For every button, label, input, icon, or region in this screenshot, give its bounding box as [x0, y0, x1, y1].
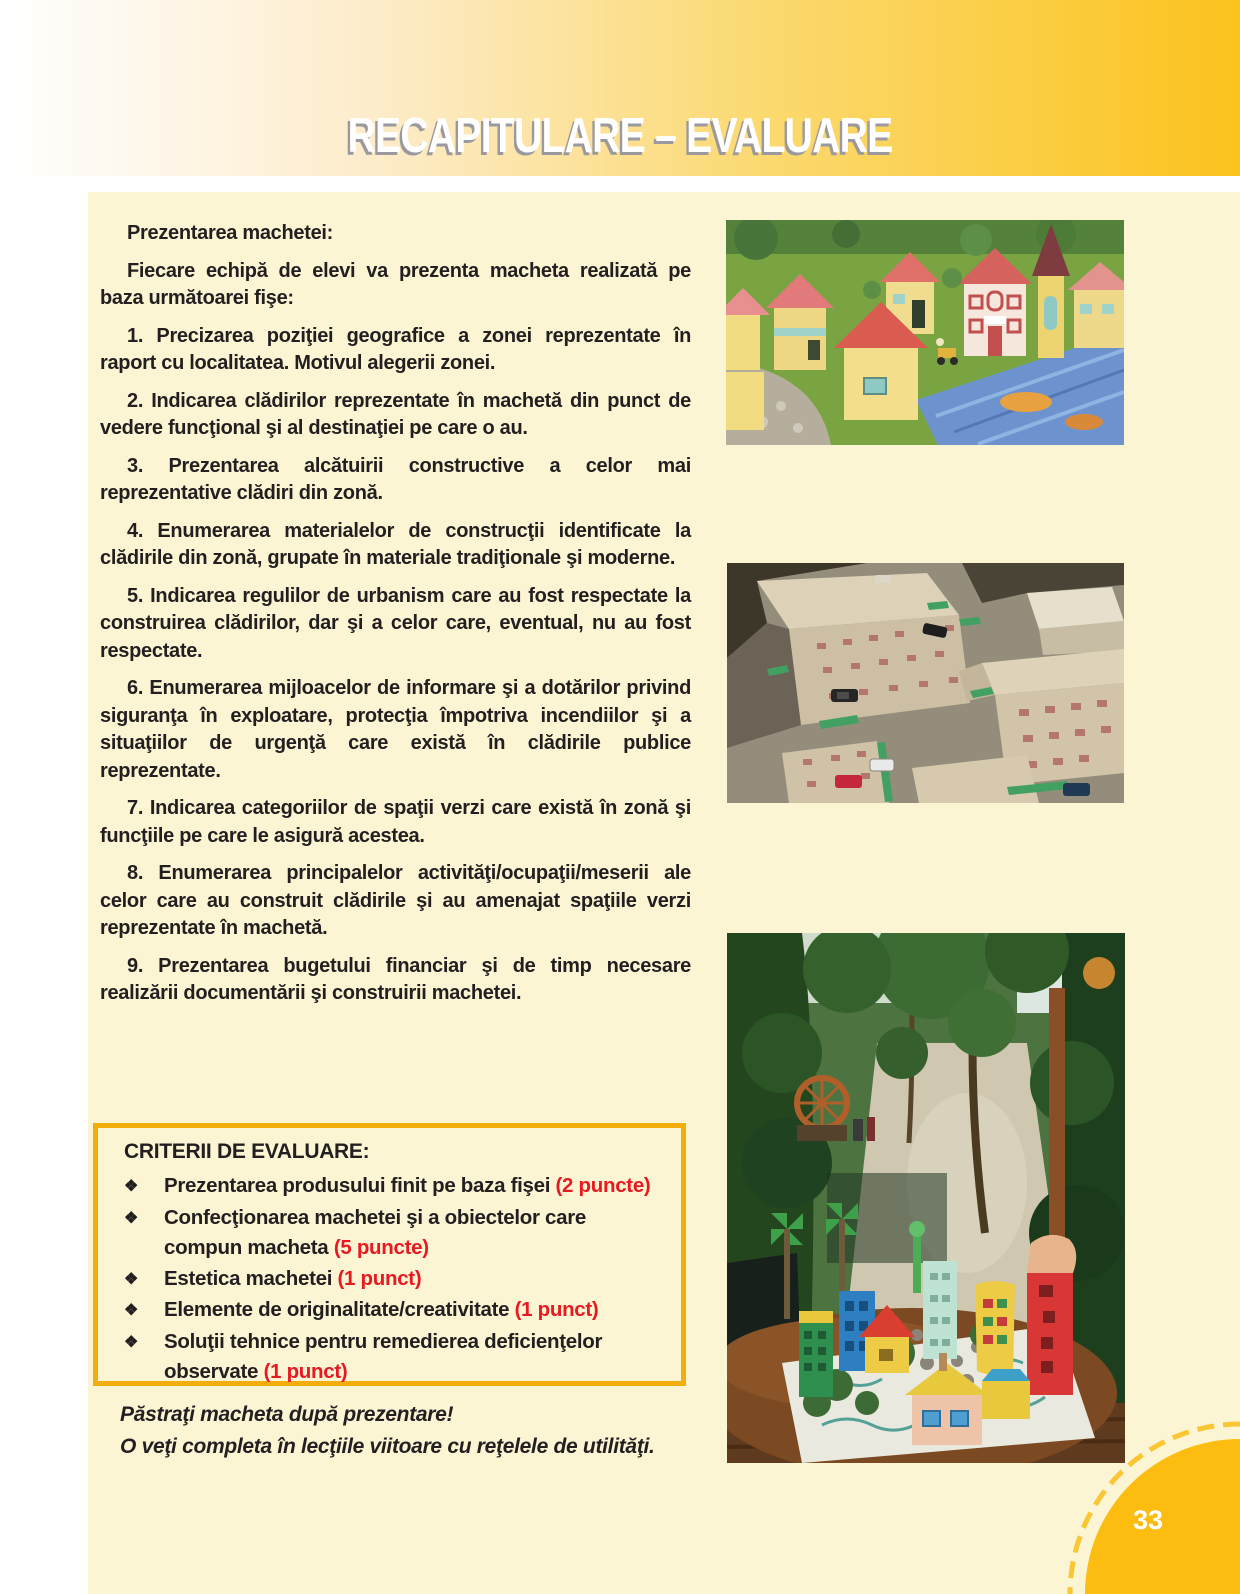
criteria-item [124, 1171, 665, 1203]
diamond-bullet-icon: ❖ [124, 1333, 139, 1351]
lesson-text-column [100, 220, 691, 1018]
criteria-text: Soluţii tehnice pentru remedierea deficienţelor observate [164, 1329, 603, 1383]
list-item: 2. Indicarea clădirilor reprezentate în machetă din punct de vedere funcţional şi al destinaţiei pe care o au. [100, 389, 691, 439]
diamond-bullet-icon: ❖ [124, 1209, 139, 1227]
criteria-item [124, 1295, 665, 1327]
criteria-text: Confecţionarea machetei şi a obiectelor care compun macheta [164, 1205, 587, 1259]
list-item: 9. Prezentarea bugetului financiar şi de timp necesare realizării documentării şi construirii machetei. [100, 954, 691, 1004]
criteria-item [124, 1203, 665, 1264]
list-item: 3. Prezentarea alcătuirii constructive a celor mai reprezentative clădiri din zonă. [100, 454, 691, 504]
list-item: 5. Indicarea regulilor de urbanism care au fost respectate la construirea clădirilor, dar şi a celor care, eventual, nu au fost respectate. [100, 584, 691, 662]
footer-note-line2: O veţi completa în lecţiile viitoare cu reţelele de utilităţi. [120, 1435, 655, 1458]
list-item: 4. Enumerarea materialelor de construcţii identificate la clădirile din zonă, grupate în materiale tradiţionale şi moderne. [100, 519, 691, 569]
criteria-list [124, 1171, 665, 1388]
criteria-points: (1 punct) [514, 1298, 599, 1321]
criteria-item [124, 1327, 665, 1388]
criteria-item [124, 1264, 665, 1296]
diamond-bullet-icon: ❖ [124, 1178, 139, 1195]
criteria-text: Prezentarea produsului finit pe baza fişei [164, 1174, 551, 1197]
diamond-bullet-icon: ❖ [124, 1270, 139, 1288]
footer-note-line1: Păstraţi macheta după prezentare! [120, 1403, 454, 1426]
footer-note [120, 1399, 700, 1463]
page-number: 33 [1132, 1505, 1163, 1535]
criteria-points: (5 puncte) [333, 1236, 429, 1259]
intro-paragraph: Fiecare echipă de elevi va prezenta macheta realizată pe baza următoarei fişe: [100, 259, 691, 309]
evaluation-criteria-box [93, 1123, 686, 1386]
list-item: 1. Precizarea poziţiei geografice a zonei reprezentate în raport cu localitatea. Motivul alegerii zonei. [100, 324, 691, 374]
title-banner [0, 0, 1240, 176]
section-heading: Prezentarea machetei: [127, 222, 334, 244]
page-title: RECAPITULARE – EVALUARE [347, 109, 893, 163]
cardboard-city-blocks-model-photo [727, 563, 1124, 803]
criteria-title: CRITERII DE EVALUARE: [124, 1140, 370, 1163]
criteria-text: Elemente de originalitate/creativitate [164, 1298, 510, 1321]
diamond-bullet-icon: ❖ [124, 1302, 139, 1319]
criteria-points: (1 punct) [337, 1266, 422, 1290]
page-corner-decoration [1030, 1384, 1240, 1594]
paper-village-model-photo [726, 220, 1124, 445]
list-item: 7. Indicarea categoriilor de spaţii verzi care există în zonă şi funcţiile pe care le asigură acestea. [100, 797, 691, 847]
criteria-points: (2 puncte) [555, 1174, 651, 1197]
list-item: 6. Enumerarea mijloacelor de informare şi a dotărilor privind siguranţa în exploatare, protecţia împotriva incendiilor şi a situaţiilor de urgenţă care există în clădirile publice reprezentate. [100, 677, 691, 782]
criteria-text: Estetica machetei [164, 1266, 333, 1290]
criteria-points: (1 punct) [263, 1360, 348, 1383]
list-item: 8. Enumerarea principalelor activităţi/ocupaţii/meserii ale celor care au construit clădirile şi au amenajat spaţiile verzi reprezentate în machetă. [100, 862, 691, 939]
